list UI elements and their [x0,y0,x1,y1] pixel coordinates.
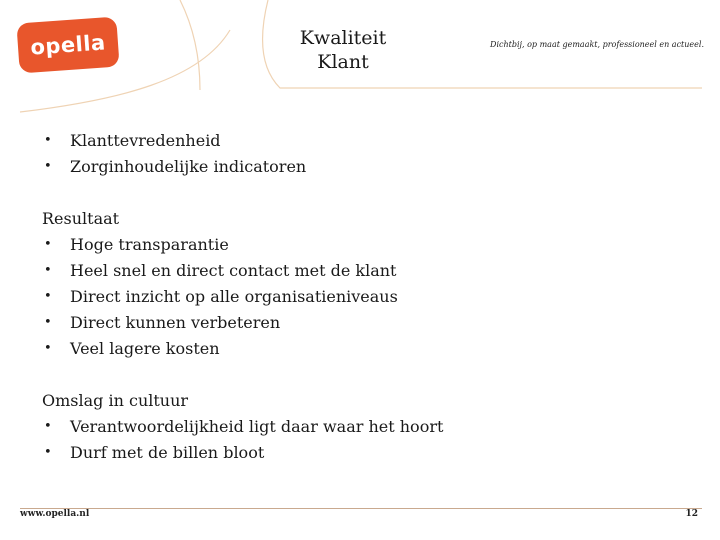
list-item: • Verantwoordelijkheid ligt daar waar het hoort [42,414,682,440]
list-item: • Direct inzicht op alle organisatieniveaus [42,284,682,310]
section-heading-omslag: Omslag in cultuur [42,391,189,410]
title-line-2: Klant [317,51,369,73]
logo-text: opella [29,30,107,60]
page-number: 12 [685,509,698,519]
opella-logo[interactable] [16,17,119,74]
list-item: • Durf met de billen bloot [42,440,682,466]
slide-content [42,128,682,466]
list-item: • Veel lagere kosten [42,336,682,362]
bullet-icon: • [44,289,52,304]
list-item: • Hoge transparantie [42,232,682,258]
resultaat-list [42,232,682,362]
bullet-icon: • [44,341,52,356]
tagline: Dichtbij, op maat gemaakt, professioneel en actueel. [490,40,704,49]
bullet-icon: • [44,237,52,252]
bullet-icon: • [44,263,52,278]
bullet-icon: • [44,445,52,460]
list-item: • Klanttevredenheid [42,128,682,154]
slide-title [282,26,404,74]
list-item: • Direct kunnen verbeteren [42,310,682,336]
bullet-icon: • [44,419,52,434]
footer-divider [20,508,702,509]
intro-list [42,128,682,180]
section-heading-resultaat: Resultaat [42,209,120,228]
bullet-icon: • [44,133,52,148]
list-item: • Zorginhoudelijke indicatoren [42,154,682,180]
omslag-list [42,414,682,466]
bullet-icon: • [44,159,52,174]
bullet-icon: • [44,315,52,330]
footer-url[interactable]: www.opella.nl [20,509,90,519]
list-item: • Heel snel en direct contact met de klant [42,258,682,284]
title-line-1: Kwaliteit [299,27,387,49]
